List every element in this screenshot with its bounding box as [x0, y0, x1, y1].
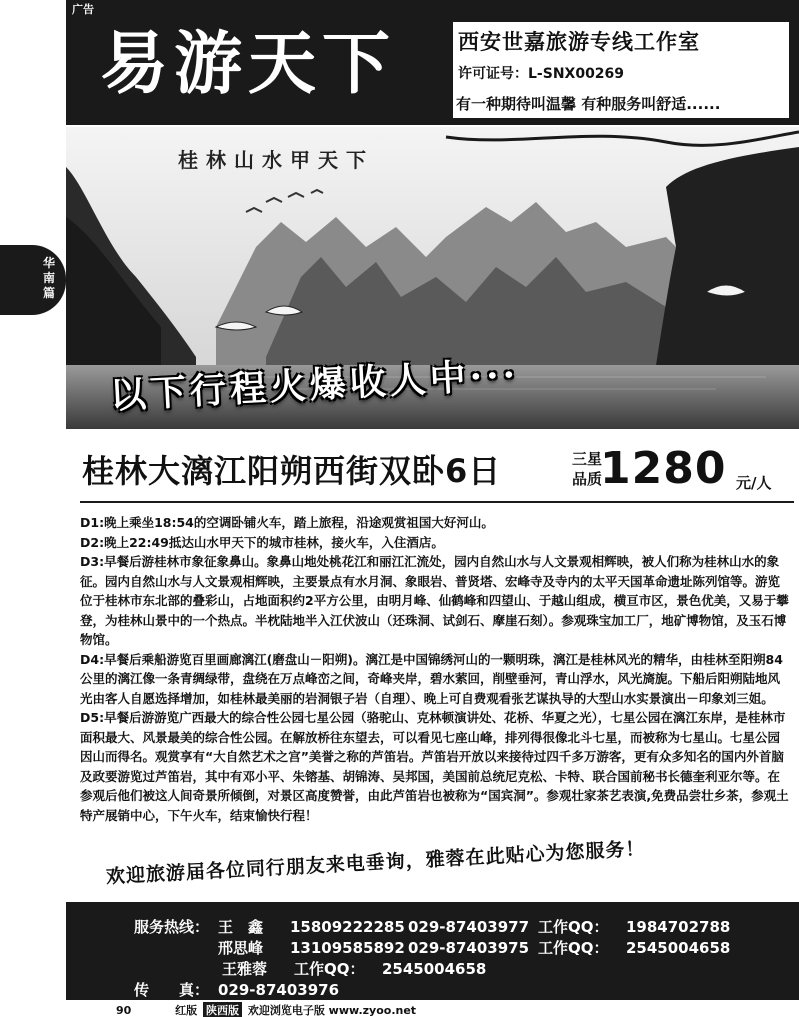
side-section-label: 华南篇	[42, 256, 55, 300]
contact-row-3	[222, 958, 486, 979]
hotline-label: 服务热线：	[134, 918, 210, 936]
contact-name: 王雅蓉	[222, 960, 268, 978]
contact-qq: 2545004658	[382, 960, 487, 978]
itinerary-day-2: D2:晚上22:49抵达山水甲天下的城市桂林，接火车，入住酒店。	[80, 534, 444, 550]
contact-phone: 029-87403975	[408, 939, 530, 957]
fax-number: 029-87403976	[218, 981, 340, 999]
itinerary	[80, 513, 792, 825]
fax-label: 传 真：	[134, 981, 210, 999]
brand-logo-text: 易游天下	[100, 24, 397, 104]
ad-tag: 广告	[72, 3, 94, 16]
footer-note: 欢迎浏览电子版 www.zyoo.net	[247, 1004, 417, 1017]
contact-row-2	[218, 937, 730, 958]
price-unit: 元/人	[736, 474, 772, 492]
banner-title: 桂林山水甲天下	[178, 148, 374, 172]
qq-label: 工作QQ：	[538, 939, 609, 957]
itinerary-day-3: D3:早餐后游桂林市象征象鼻山。象鼻山地处桃花江和丽江汇流处，园内自然山水与人文景观相辉映，被人们称为桂林山水的象征。园内自然山水与人文景观相辉映，主要景点有水月洞、象眼岩、普贤塔、宏峰寺及寺内的太平天国革命遗址陈列馆等。游览位于桂林市东北部的叠彩山，占地面积约2平方公里，由明月峰、仙鹤峰和四望山、于越山组成，横亘市区，景色优美，又易于攀登，为桂林山景中的一个热点。半枕陆地半入江伏波山（还珠洞、试剑石、摩崖石刻）。参观珠宝加工厂，地矿博物馆，及玉石博物馆。	[80, 554, 789, 647]
qq-label: 工作QQ：	[294, 960, 365, 978]
edition-label: 红版	[175, 1004, 198, 1017]
license-number: 许可证号：L-SNX00269	[458, 66, 625, 82]
contact-name: 王 鑫	[218, 918, 264, 936]
contact-name: 邢思峰	[218, 939, 264, 957]
contact-row-fax	[134, 979, 339, 1000]
welcome-message: 欢迎旅游届各位同行朋友来电垂询，雅蓉在此贴心为您服务！	[105, 837, 646, 888]
contact-phone: 029-87403977	[408, 918, 530, 936]
region-badge: 陕西版	[203, 1002, 242, 1017]
banner-caption: 以下行程火爆收人中···	[109, 353, 521, 417]
itinerary-day-1: D1:晚上乘坐18:54的空调卧铺火车，踏上旅程，沿途观赏祖国大好河山。	[80, 515, 494, 530]
slogan: 有一种期待叫温馨 有种服务叫舒适......	[456, 95, 721, 113]
itinerary-day-4: D4:早餐后乘船游览百里画廊漓江(磨盘山－阳朔)。漓江是中国锦绣河山的一颗明珠，漓江是桂林风光的精华，由桂林至阳朔84公里的漓江像一条青绸绿带，盘绕在万点峰峦之间，奇峰夹岸，碧水萦回，削壁垂河，青山浮水，风光旖旎。下船后阳朔陆地风光由客人自愿选择增加，如桂林最美丽的岩洞银子岩（自理）、晚上可自费观看张艺谋执导的大型山水实景演出－印象刘三姐。	[80, 651, 783, 706]
contact-qq: 1984702788	[626, 918, 731, 936]
itinerary-day-5: D5:早餐后游游览广西最大的综合性公园七星公园（骆驼山、克林顿演讲处、花桥、华夏之光），七星公园在漓江东岸，是桂林市面积最大、风景最美的综合性公园。在解放桥往东望去，可以看见七座山峰，排列得很像北斗七星，而被称为七星山。七星公园因山而得名。观赏享有“大自然艺术之宫”美誉之称的芦笛岩。芦笛岩开放以来接待过四千多万游客，更有众多知名的国内外首脑及政要游览过芦笛岩，其中有邓小平、朱镕基、胡锦涛、吴邦国，美国前总统尼克松、卡特、联合国前秘书长德奎利亚尔等。在参观后他们被这人间奇景所倾倒，对景区高度赞誉，由此芦笛岩也被称为“国宾洞”。参观壮家茶艺表演,免费品尝壮乡茶，参观土特产展销中心，下午火车，结束愉快行程！	[80, 710, 789, 823]
product-title: 桂林大漓江阳朔西街双卧6日	[82, 452, 502, 490]
contact-row-1	[134, 916, 730, 937]
qq-label: 工作QQ：	[538, 918, 609, 936]
contact-mobile: 15809222285	[290, 918, 405, 936]
contact-mobile: 13109585892	[290, 939, 405, 957]
agency-name: 西安世嘉旅游专线工作室	[458, 30, 700, 54]
contact-qq: 2545004658	[626, 939, 731, 957]
quality-badge: 三星品质	[572, 450, 603, 488]
page-number: 90	[116, 1004, 132, 1017]
divider	[80, 501, 794, 503]
page-footer	[116, 1002, 416, 1017]
price: 1280	[600, 443, 727, 494]
